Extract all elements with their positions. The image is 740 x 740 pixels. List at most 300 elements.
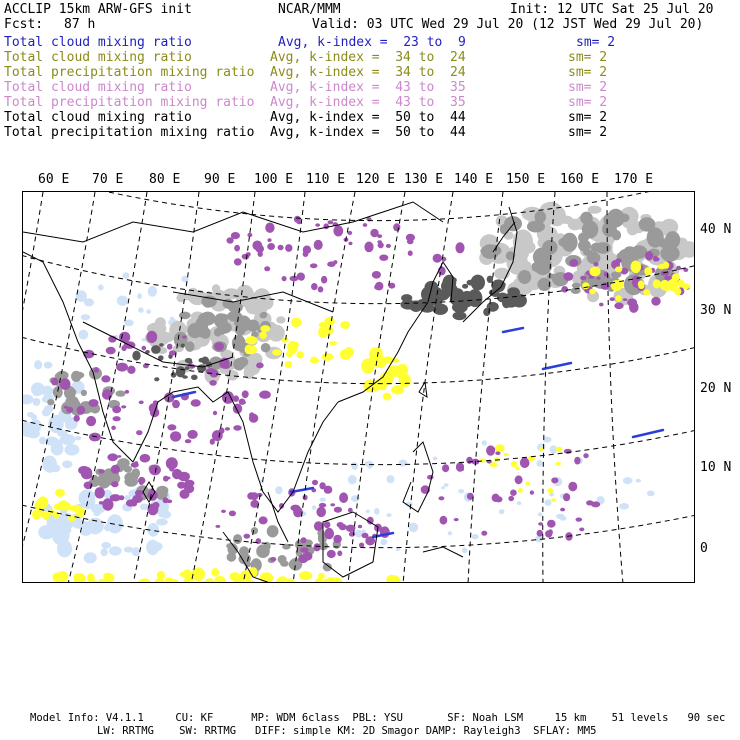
cloud-patch: [191, 375, 198, 380]
precip-patch: [667, 279, 677, 291]
longitude-label: 100 E: [254, 172, 294, 187]
cloud-patch: [47, 399, 54, 405]
cloud-patch: [181, 344, 185, 348]
cloud-patch: [619, 249, 633, 259]
ice-cloud-patch: [244, 534, 251, 539]
light-cloud-patch: [538, 512, 543, 516]
ice-cloud-patch: [370, 229, 378, 238]
light-cloud-patch: [399, 460, 408, 467]
latitude-label: 20 N: [700, 381, 732, 396]
ice-cloud-patch: [86, 416, 96, 426]
blue-cloud-streak: [543, 363, 571, 369]
field-smoothing: sm= 2: [568, 80, 608, 95]
light-cloud-patch: [517, 501, 522, 505]
ice-cloud-patch: [125, 390, 130, 394]
precip-patch: [495, 444, 505, 451]
ice-cloud-patch: [98, 469, 104, 473]
ice-cloud-patch: [234, 245, 240, 252]
field-k-index: Avg, k-index = 43 to 35: [270, 80, 466, 95]
ice-cloud-patch: [568, 482, 577, 492]
precip-patch: [229, 572, 240, 581]
ice-cloud-patch: [233, 425, 241, 431]
precip-patch: [76, 507, 86, 517]
ice-cloud-patch: [113, 416, 121, 421]
ice-cloud-patch: [290, 276, 299, 282]
light-cloud-patch: [636, 479, 641, 483]
precip-patch: [272, 349, 281, 355]
precip-patch: [589, 267, 600, 277]
light-cloud-patch: [79, 330, 89, 340]
ice-cloud-patch: [127, 366, 135, 374]
light-cloud-patch: [623, 477, 633, 484]
cloud-patch: [185, 358, 192, 363]
ice-cloud-patch: [312, 480, 318, 486]
precip-patch: [693, 287, 695, 293]
precip-patch: [322, 353, 334, 361]
coastline: [228, 392, 338, 512]
ice-cloud-patch: [188, 490, 192, 493]
ice-cloud-patch: [170, 431, 181, 441]
cloud-patch: [578, 232, 589, 242]
ice-cloud-patch: [301, 537, 307, 543]
light-cloud-patch: [482, 440, 487, 445]
precip-patch: [391, 385, 404, 394]
light-cloud-patch: [52, 526, 70, 546]
ice-cloud-patch: [297, 220, 302, 225]
ice-cloud-patch: [163, 497, 169, 503]
cloud-patch: [233, 358, 245, 371]
light-cloud-patch: [42, 409, 51, 417]
precip-patch: [525, 482, 530, 486]
ice-cloud-patch: [569, 259, 578, 267]
precip-patch: [340, 321, 350, 329]
light-cloud-patch: [80, 521, 92, 530]
cloud-patch: [98, 480, 104, 484]
light-cloud-patch: [47, 468, 53, 473]
ice-cloud-patch: [131, 462, 139, 467]
ice-cloud-patch: [515, 475, 523, 484]
precip-patch: [180, 572, 188, 577]
meridian: [191, 192, 255, 583]
light-cloud-patch: [396, 548, 400, 551]
light-cloud-patch: [433, 457, 437, 461]
light-cloud-patch: [117, 296, 128, 306]
ice-cloud-patch: [645, 251, 653, 261]
ice-cloud-patch: [256, 245, 264, 253]
ice-cloud-patch: [140, 454, 151, 463]
ice-cloud-patch: [580, 276, 586, 280]
ice-cloud-patch: [661, 271, 670, 276]
light-cloud-patch: [536, 460, 542, 467]
ice-cloud-patch: [242, 390, 249, 398]
cloud-patch: [562, 233, 578, 252]
field-name: Total cloud mixing ratio: [4, 35, 192, 50]
field-k-index: Avg, k-index = 50 to 44: [270, 125, 466, 140]
ice-cloud-patch: [209, 380, 216, 386]
cloud-patch: [81, 390, 87, 396]
cloud-patch: [203, 298, 214, 308]
precip-patch: [516, 466, 520, 470]
light-cloud-patch: [56, 440, 62, 446]
ice-cloud-patch: [311, 283, 318, 290]
light-cloud-patch: [23, 394, 34, 404]
ice-cloud-patch: [221, 510, 226, 513]
light-cloud-patch: [124, 320, 133, 327]
ice-cloud-patch: [303, 552, 312, 561]
light-cloud-patch: [348, 475, 357, 484]
cloud-patch: [73, 372, 84, 379]
ice-cloud-patch: [614, 303, 623, 310]
ice-cloud-patch: [95, 487, 105, 498]
ice-cloud-patch: [362, 533, 369, 539]
precip-patch: [260, 331, 267, 339]
ice-cloud-patch: [265, 223, 274, 233]
precip-patch: [503, 453, 508, 456]
light-cloud-patch: [320, 498, 326, 502]
longitude-label: 120 E: [356, 172, 396, 187]
ice-cloud-patch: [551, 477, 558, 483]
field-k-index: Avg, k-index = 43 to 35: [270, 95, 466, 110]
ice-cloud-patch: [321, 276, 327, 284]
ice-cloud-patch: [433, 254, 442, 263]
ice-cloud-patch: [117, 455, 121, 458]
cloud-patch: [124, 476, 138, 486]
cloud-patch: [151, 345, 161, 354]
field-k-index: Avg, k-index = 34 to 24: [270, 65, 466, 80]
light-cloud-patch: [462, 548, 467, 554]
precip-patch: [489, 462, 497, 467]
ice-cloud-patch: [594, 262, 599, 266]
ice-cloud-patch: [393, 223, 400, 231]
cloud-patch: [460, 291, 474, 307]
ice-cloud-patch: [347, 231, 352, 235]
light-cloud-patch: [98, 285, 104, 291]
light-cloud-patch: [33, 387, 40, 395]
cloud-patch: [518, 270, 531, 284]
ice-cloud-patch: [264, 266, 270, 271]
cloud-patch: [261, 343, 271, 352]
ice-cloud-patch: [610, 297, 615, 301]
ice-cloud-patch: [167, 344, 173, 350]
precip-patch: [55, 489, 65, 497]
longitude-label: 150 E: [506, 172, 546, 187]
ice-cloud-patch: [227, 237, 234, 243]
light-cloud-patch: [64, 444, 79, 455]
valid-time: Valid: 03 UTC Wed 29 Jul 20 (12 JST Wed 29 Jul 20): [312, 17, 704, 32]
ice-cloud-patch: [111, 481, 118, 487]
cloud-patch: [132, 351, 140, 361]
ice-cloud-patch: [267, 243, 275, 250]
ice-cloud-patch: [102, 498, 113, 510]
cloud-patch: [502, 298, 511, 308]
ice-cloud-patch: [319, 482, 325, 489]
ice-cloud-patch: [149, 465, 161, 476]
ice-cloud-patch: [185, 480, 195, 487]
ice-cloud-patch: [406, 234, 415, 241]
light-cloud-patch: [123, 272, 130, 279]
ice-cloud-patch: [653, 256, 658, 262]
precip-patch: [511, 461, 517, 467]
light-cloud-patch: [619, 503, 629, 510]
parallel: [23, 418, 695, 465]
precip-patch: [54, 503, 65, 510]
field-name: Total precipitation mixing ratio: [4, 95, 255, 110]
light-cloud-patch: [374, 508, 380, 515]
cloud-patch: [233, 534, 242, 544]
cloud-patch: [430, 294, 436, 298]
ice-cloud-patch: [466, 457, 473, 464]
ice-cloud-patch: [676, 266, 681, 270]
precip-patch: [319, 329, 328, 335]
ice-cloud-patch: [136, 491, 141, 496]
ice-cloud-patch: [323, 223, 329, 229]
ice-cloud-patch: [256, 538, 262, 544]
longitude-label: 110 E: [306, 172, 346, 187]
cloud-patch: [116, 390, 126, 396]
light-cloud-patch: [444, 483, 449, 487]
cloud-patch: [444, 284, 458, 297]
cloud-patch: [154, 377, 159, 381]
longitude-label: 140 E: [454, 172, 494, 187]
cloud-patch: [155, 317, 166, 328]
cloud-patch: [401, 300, 417, 310]
precip-patch: [43, 513, 50, 520]
ice-cloud-patch: [310, 263, 318, 268]
ice-cloud-patch: [377, 240, 382, 243]
ice-cloud-patch: [300, 547, 309, 552]
ice-cloud-patch: [139, 481, 144, 485]
precip-patch: [383, 393, 391, 401]
ice-cloud-patch: [233, 395, 239, 402]
ice-cloud-patch: [560, 508, 565, 512]
latitude-label: 40 N: [700, 222, 732, 237]
ice-cloud-patch: [172, 400, 180, 408]
ice-cloud-patch: [486, 445, 495, 455]
field-name: Total cloud mixing ratio: [4, 50, 192, 65]
precip-patch: [37, 501, 43, 506]
longitude-label: 60 E: [38, 172, 70, 187]
ice-cloud-patch: [574, 457, 580, 465]
ice-cloud-patch: [333, 225, 343, 236]
light-cloud-patch: [148, 286, 157, 297]
model-info-line1: Model Info: V4.1.1 CU: KF MP: WDM 6class PBL: YSU SF: Noah LSM 15 km 51 levels 90 sec: [30, 712, 726, 724]
cloud-patch: [480, 247, 490, 255]
field-name: Total precipitation mixing ratio: [4, 65, 255, 80]
ice-cloud-patch: [459, 468, 464, 472]
light-cloud-patch: [351, 462, 358, 470]
init-time: Init: 12 UTC Sat 25 Jul 20: [510, 2, 714, 17]
precip-patch: [276, 576, 289, 583]
ice-cloud-patch: [579, 528, 584, 532]
light-cloud-patch: [647, 491, 655, 497]
ice-cloud-patch: [510, 490, 517, 496]
precip-patch: [205, 578, 215, 583]
cloud-patch: [462, 284, 468, 289]
light-cloud-patch: [80, 529, 91, 536]
precip-patch: [643, 289, 650, 295]
light-cloud-patch: [109, 546, 122, 555]
field-smoothing: sm= 2: [576, 35, 616, 50]
ice-cloud-patch: [334, 507, 342, 513]
cloud-patch: [220, 368, 229, 374]
ice-cloud-patch: [163, 476, 169, 482]
light-cloud-patch: [556, 514, 565, 519]
light-cloud-patch: [84, 552, 97, 563]
precip-patch: [653, 279, 661, 288]
ice-cloud-patch: [303, 495, 308, 501]
light-cloud-patch: [65, 423, 73, 429]
ice-cloud-patch: [180, 494, 186, 498]
ice-cloud-patch: [623, 298, 628, 301]
precip-patch: [589, 289, 596, 295]
ice-cloud-patch: [316, 507, 326, 517]
ice-cloud-patch: [324, 521, 331, 528]
ice-cloud-patch: [51, 378, 58, 386]
ice-cloud-patch: [314, 543, 321, 551]
light-cloud-patch: [44, 362, 53, 369]
field-k-index: Avg, k-index = 23 to 9: [278, 35, 466, 50]
cloud-patch: [200, 327, 211, 338]
ice-cloud-patch: [167, 424, 176, 430]
ice-cloud-patch: [239, 399, 246, 405]
ice-cloud-patch: [530, 490, 534, 494]
precip-patch: [211, 568, 219, 577]
ice-cloud-patch: [94, 367, 99, 373]
precip-patch: [260, 325, 270, 332]
light-cloud-patch: [471, 534, 479, 539]
cloud-patch: [276, 316, 285, 323]
light-cloud-patch: [355, 530, 362, 538]
ice-cloud-patch: [358, 525, 362, 529]
light-cloud-patch: [52, 420, 59, 424]
light-cloud-patch: [550, 445, 557, 454]
ice-cloud-patch: [576, 518, 583, 522]
ice-cloud-patch: [303, 251, 309, 257]
precip-patch: [631, 261, 642, 274]
precip-patch: [551, 498, 556, 502]
ice-cloud-patch: [599, 303, 604, 307]
field-name: Total cloud mixing ratio: [4, 110, 192, 125]
precip-patch: [547, 488, 553, 493]
ice-cloud-patch: [191, 399, 201, 407]
light-cloud-patch: [62, 460, 72, 468]
precip-patch: [299, 571, 312, 580]
map-panel: [22, 191, 695, 583]
ice-cloud-patch: [454, 518, 459, 521]
light-cloud-patch: [57, 430, 68, 437]
cloud-patch: [471, 275, 485, 291]
cloud-patch: [171, 372, 177, 378]
cloud-patch: [260, 313, 267, 319]
ice-cloud-patch: [101, 375, 110, 382]
cloud-patch: [216, 314, 229, 322]
cloud-patch: [199, 358, 205, 363]
ice-cloud-patch: [259, 391, 271, 399]
latitude-label: 30 N: [700, 303, 732, 318]
ice-cloud-patch: [177, 470, 182, 476]
light-cloud-patch: [107, 514, 123, 533]
latitude-label: 10 N: [700, 460, 732, 475]
ice-cloud-patch: [74, 415, 80, 422]
ice-cloud-patch: [177, 482, 185, 489]
precip-patch: [286, 350, 293, 357]
ice-cloud-patch: [547, 520, 556, 528]
precip-patch: [246, 346, 257, 355]
ice-cloud-patch: [616, 258, 622, 263]
precip-patch: [138, 578, 151, 583]
ice-cloud-patch: [442, 464, 449, 472]
cloud-patch: [603, 213, 617, 225]
precip-patch: [344, 347, 353, 357]
ice-cloud-patch: [146, 331, 157, 343]
light-cloud-patch: [146, 309, 151, 314]
cloud-patch: [239, 546, 249, 556]
ice-cloud-patch: [440, 516, 448, 525]
ice-cloud-patch: [314, 521, 323, 531]
light-cloud-patch: [93, 511, 100, 517]
light-cloud-patch: [387, 475, 395, 483]
model-info-line2: LW: RRTMG SW: RRTMG DIFF: simple KM: 2D Smagor DAMP: Rayleigh3 SFLAY: MM5: [97, 725, 597, 737]
light-cloud-patch: [161, 511, 171, 519]
cloud-patch: [179, 312, 191, 320]
light-cloud-patch: [138, 307, 144, 312]
precip-patch: [296, 351, 304, 358]
precip-patch: [282, 338, 289, 343]
ice-cloud-patch: [561, 286, 568, 293]
light-cloud-patch: [381, 539, 388, 545]
light-cloud-patch: [39, 437, 46, 445]
ice-cloud-patch: [234, 258, 242, 265]
ice-cloud-patch: [270, 557, 276, 561]
light-cloud-patch: [132, 547, 141, 556]
ice-cloud-patch: [259, 516, 268, 524]
ice-cloud-patch: [508, 496, 514, 501]
ice-cloud-patch: [278, 245, 284, 251]
ice-cloud-patch: [251, 492, 258, 500]
field-k-index: Avg, k-index = 34 to 24: [270, 50, 466, 65]
ice-cloud-patch: [256, 362, 264, 368]
ice-cloud-patch: [627, 298, 637, 306]
cloud-patch: [572, 283, 581, 289]
precip-patch: [518, 488, 523, 493]
meridian: [243, 192, 305, 583]
longitude-label: 170 E: [614, 172, 654, 187]
ice-cloud-patch: [386, 244, 391, 248]
ice-cloud-patch: [364, 242, 373, 253]
cloud-patch: [246, 320, 259, 332]
ice-cloud-patch: [136, 430, 142, 435]
ice-cloud-patch: [282, 276, 287, 281]
cloud-patch: [176, 366, 186, 377]
precip-patch: [582, 282, 589, 289]
light-cloud-patch: [275, 486, 282, 494]
longitude-label: 70 E: [92, 172, 124, 187]
ice-cloud-patch: [337, 551, 342, 557]
precip-patch: [638, 285, 644, 289]
coastline: [133, 387, 228, 462]
ice-cloud-patch: [363, 223, 368, 227]
ice-cloud-patch: [212, 430, 223, 441]
precip-patch: [556, 447, 562, 453]
ice-cloud-patch: [318, 286, 324, 292]
ice-cloud-patch: [88, 399, 98, 407]
ice-cloud-patch: [597, 277, 601, 280]
ice-cloud-patch: [455, 242, 464, 253]
ice-cloud-patch: [166, 457, 178, 469]
light-cloud-patch: [409, 523, 418, 533]
ice-cloud-patch: [142, 346, 147, 351]
precip-patch: [682, 283, 690, 289]
